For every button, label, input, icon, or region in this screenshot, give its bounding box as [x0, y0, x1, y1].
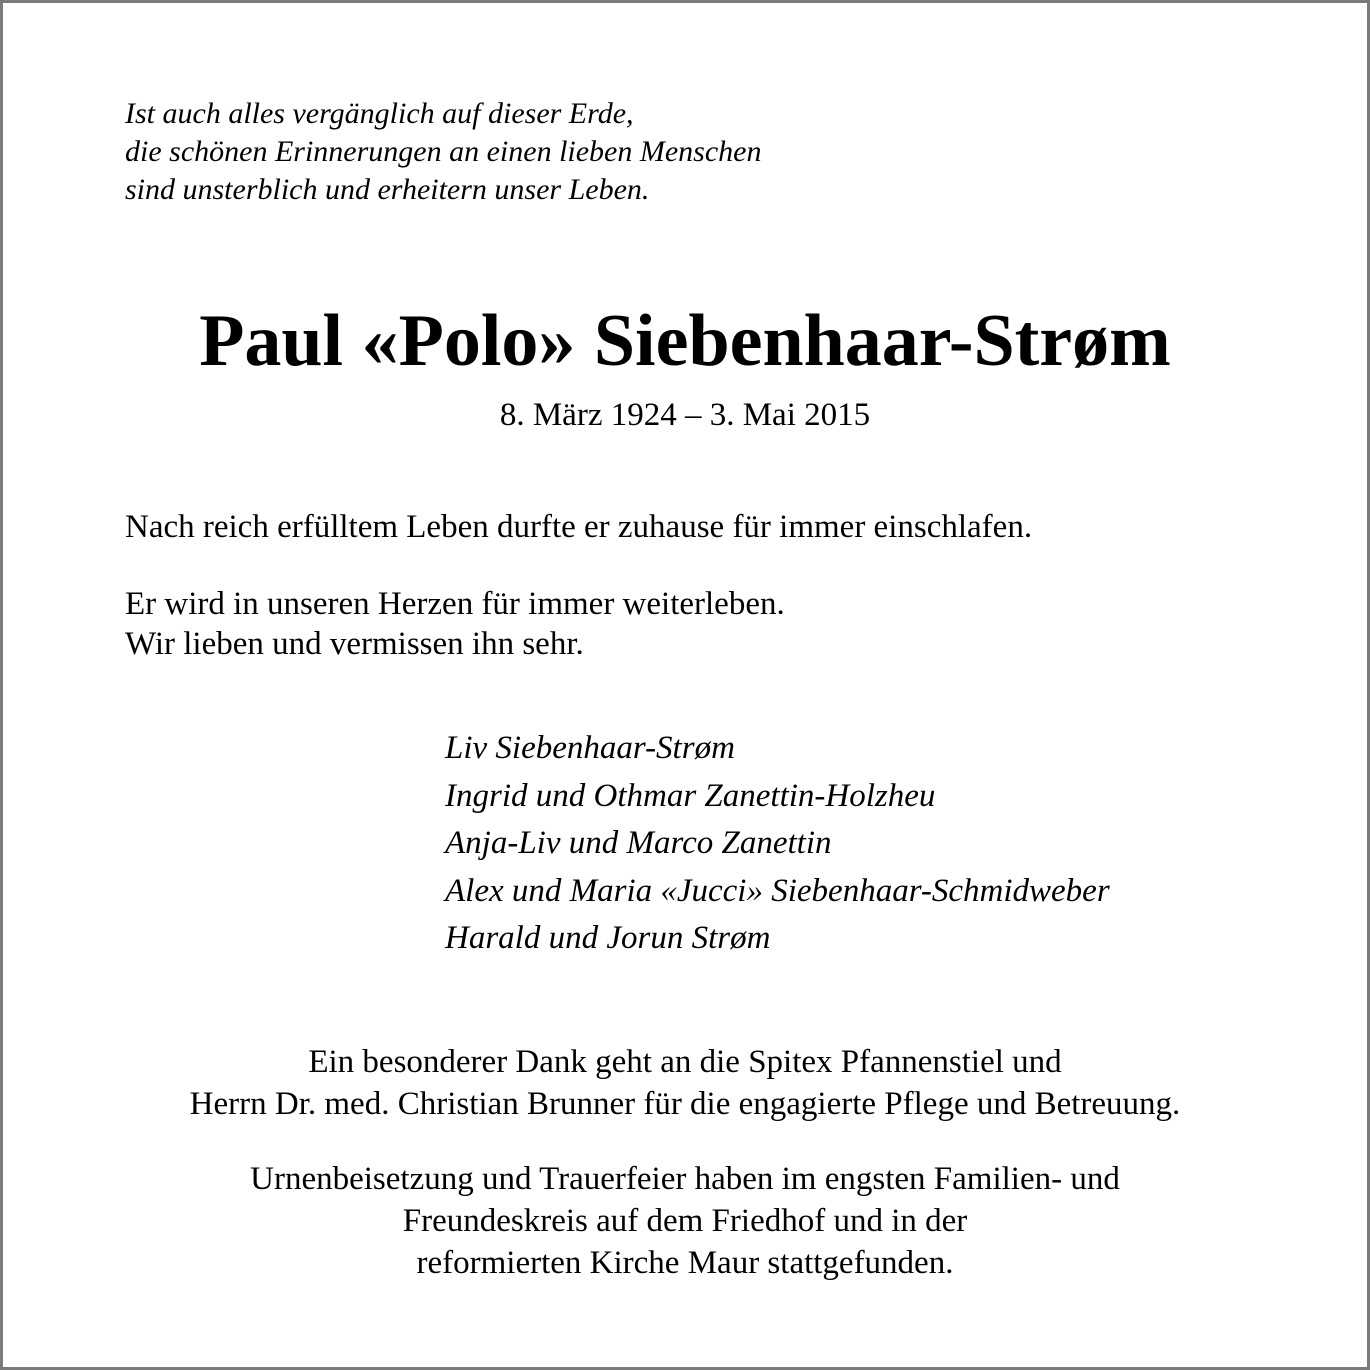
deceased-name: Paul «Polo» Siebenhaar-Strøm — [199, 300, 1171, 382]
thanks-line: Herrn Dr. med. Christian Brunner für die engagierte Pflege und Betreuung. — [189, 1086, 1181, 1122]
life-dates: 8. März 1924 – 3. Mai 2015 — [499, 397, 871, 433]
funeral-line: Urnenbeisetzung und Trauerfeier haben im engsten Familien- und — [250, 1161, 1120, 1197]
mourner-name: Anja-Liv und Marco Zanettin — [445, 825, 832, 861]
poem-line: sind unsterblich und erheitern unser Leben. — [125, 173, 650, 206]
memorial-poem — [125, 95, 761, 209]
remembrance-line: Wir lieben und vermissen ihn sehr. — [125, 626, 584, 662]
poem-line: die schönen Erinnerungen an einen lieben Menschen — [125, 135, 762, 168]
mourner-name: Alex und Maria «Jucci» Siebenhaar-Schmidweber — [445, 872, 1110, 909]
thanks-note — [3, 1041, 1367, 1125]
mourner-name: Liv Siebenhaar-Strøm — [445, 730, 735, 766]
mourner-name: Harald und Jorun Strøm — [445, 920, 771, 956]
mourners-list — [445, 725, 1110, 963]
remembrance-line: Er wird in unseren Herzen für immer weiterleben. — [125, 586, 785, 622]
remembrance-message — [125, 584, 785, 664]
passing-message: Nach reich erfülltem Leben durfte er zuhause für immer einschlafen. — [125, 509, 1033, 545]
mourner-name: Ingrid und Othmar Zanettin-Holzheu — [445, 777, 936, 814]
thanks-line: Ein besonderer Dank geht an die Spitex Pfannenstiel und — [308, 1044, 1062, 1080]
poem-line: Ist auch alles vergänglich auf dieser Erde, — [125, 97, 634, 130]
funeral-line: reformierten Kirche Maur stattgefunden. — [416, 1245, 954, 1281]
funeral-line: Freundeskreis auf dem Friedhof und in der — [402, 1203, 968, 1239]
funeral-note — [3, 1158, 1367, 1284]
